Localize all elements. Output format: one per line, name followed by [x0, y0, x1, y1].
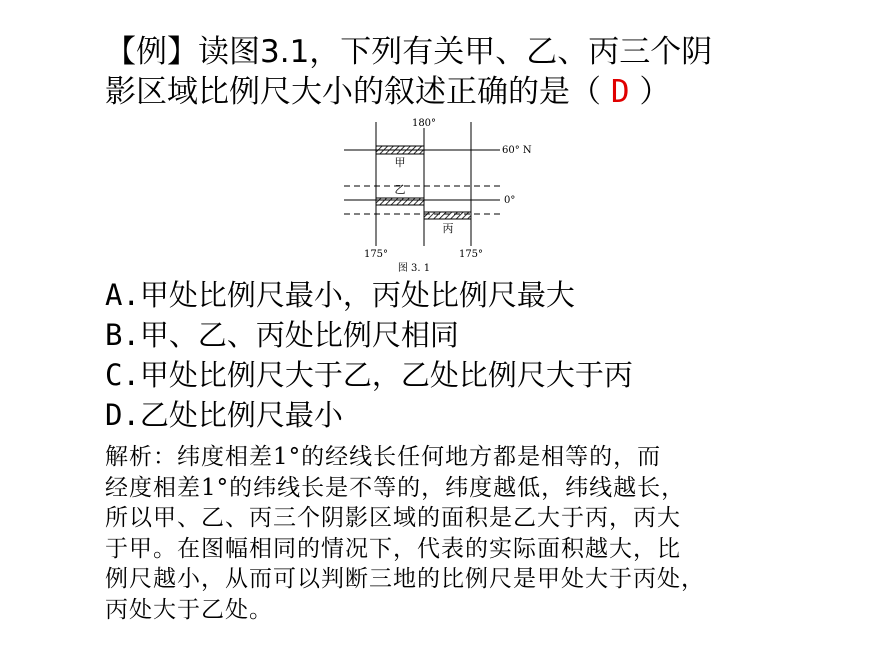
option-d: D.乙处比例尺最小 [105, 398, 343, 432]
explanation [105, 442, 825, 625]
question-line-2 [105, 72, 670, 112]
label-180: 180° [411, 118, 437, 129]
question-text: 影区域比例尺大小的叙述正确的是（ [105, 74, 611, 110]
explanation-line: 于甲。在图幅相同的情况下，代表的实际面积越大，比 [105, 535, 681, 562]
label-yi: 乙 [394, 183, 406, 196]
shaded-area-yi [376, 198, 424, 205]
grid-diagram [340, 114, 540, 274]
label-175-left: 175° [363, 249, 389, 260]
explanation-line: 解析：纬度相差1°的经线长任何地方都是相等的，而 [105, 444, 662, 470]
shaded-area-bing [424, 212, 471, 219]
answer-letter: D [610, 74, 630, 110]
option-a: A.甲处比例尺最小，丙处比例尺最大 [105, 278, 575, 312]
explanation-line: 丙处大于乙处。 [105, 596, 273, 623]
shaded-area-jia [376, 146, 424, 154]
figure-3-1 [340, 114, 540, 274]
explanation-line: 经度相差1°的纬线长是不等的，纬度越低，纬线越长， [105, 474, 686, 501]
label-jia: 甲 [394, 156, 406, 169]
option-c: C.甲处比例尺大于乙，乙处比例尺大于丙 [105, 358, 633, 392]
label-175-right: 175° [458, 249, 484, 260]
question-close-paren: ） [629, 74, 671, 110]
question-line-1: 【例】读图3.1，下列有关甲、乙、丙三个阴 [105, 34, 713, 70]
explanation-line: 例尺越小，从而可以判断三地的比例尺是甲处大于丙处， [105, 566, 705, 592]
explanation-line: 所以甲、乙、丙三个阴影区域的面积是乙大于丙，丙大 [105, 505, 681, 531]
option-b: B.甲、乙、丙处比例尺相同 [105, 318, 459, 352]
figure-caption: 图 3. 1 [397, 263, 431, 274]
label-bing: 丙 [442, 222, 454, 235]
label-0: 0° [504, 195, 516, 206]
label-60n: 60° N [502, 145, 532, 156]
